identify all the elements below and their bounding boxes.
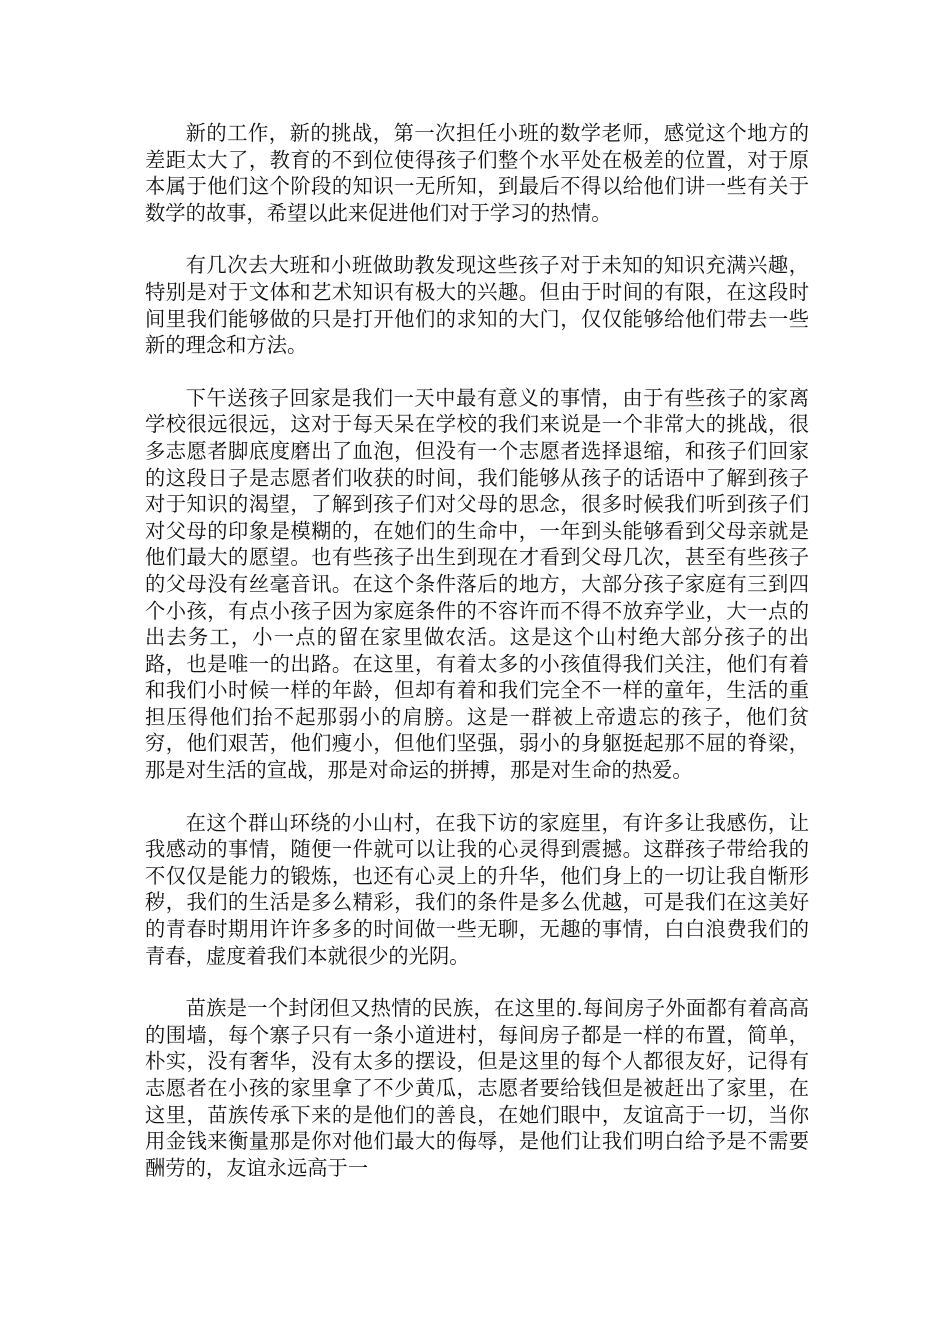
- paragraph-2: 有几次去大班和小班做助教发现这些孩子对于未知的知识充满兴趣，特别是对于文体和艺术知识有极大的兴趣。但由于时间的有限，在这段时间里我们能够做的只是打开他们的求知的大门，仅仅能够给他们带去一些新的理念和方法。: [145, 253, 809, 358]
- paragraph-1: 新的工作，新的挑战，第一次担任小班的数学老师，感觉这个地方的差距太大了，教育的不到位使得孩子们整个水平处在极差的位置，对于原本属于他们这个阶段的知识一无所知，到最后不得以给他们讲一些有关于数学的故事，希望以此来促进他们对于学习的热情。: [145, 121, 809, 225]
- paragraph-5: 苗族是一个封闭但又热情的民族，在这里的.每间房子外面都有着高高的围墙，每个寨子只有一条小道进村，每间房子都是一样的布置，简单，朴实，没有奢华，没有太多的摆设，但是这里的每个人都很友好，记得有志愿者在小孩的家里拿了不少黄瓜，志愿者要给钱但是被赶出了家里，在这里，苗族传承下来的是他们的善良，在她们眼中，友谊高于一切，当你用金钱来衡量那是你对他们最大的侮辱，是他们让我们明白给予是不需要酬劳的，友谊永远高于一: [145, 996, 809, 1180]
- paragraph-3: 下午送孩子回家是我们一天中最有意义的事情，由于有些孩子的家离学校很远很远，这对于每天呆在学校的我们来说是一个非常大的挑战，很多志愿者脚底度磨出了血泡，但没有一个志愿者选择退缩，和孩子们回家的这段日子是志愿者们收获的时间，我们能够从孩子的话语中了解到孩子对于知识的渴望，了解到孩子们对父母的思念，很多时候我们听到孩子们对父母的印象是模糊的，在她们的生命中，一年到头能够看到父母亲就是他们最大的愿望。也有些孩子出生到现在才看到父母几次，甚至有些孩子的父母没有丝毫音讯。在这个条件落后的地方，大部分孩子家庭有三到四个小孩，有点小孩子因为家庭条件的不容许而不得不放弃学业，大一点的出去务工，小一点的留在家里做农活。这是这个山村绝大部分孩子的出路，也是唯一的出路。在这里，有着太多的小孩值得我们关注，他们有着和我们小时候一样的年龄，但却有着和我们完全不一样的童年，生活的重担压得他们抬不起那弱小的肩膀。这是一群被上帝遗忘的孩子，他们贫穷，他们艰苦，他们瘦小，但他们坚强，弱小的身躯挺起那不屈的脊梁，那是对生活的宣战，那是对命运的拼搏，那是对生命的热爱。: [145, 385, 809, 783]
- paragraph-4: 在这个群山环绕的小山村，在我下访的家庭里，有许多让我感伤，让我感动的事情，随便一件就可以让我的心灵得到震撼。这群孩子带给我的不仅仅是能力的锻炼，也还有心灵上的升华，他们身上的一切让我自惭形秽，我们的生活是多么精彩，我们的条件是多么优越，可是我们在这美好的青春时期用许许多多的时间做一些无聊，无趣的事情，白白浪费我们的青春，虚度着我们本就很少的光阴。: [145, 810, 809, 968]
- document-body: [145, 120, 809, 1207]
